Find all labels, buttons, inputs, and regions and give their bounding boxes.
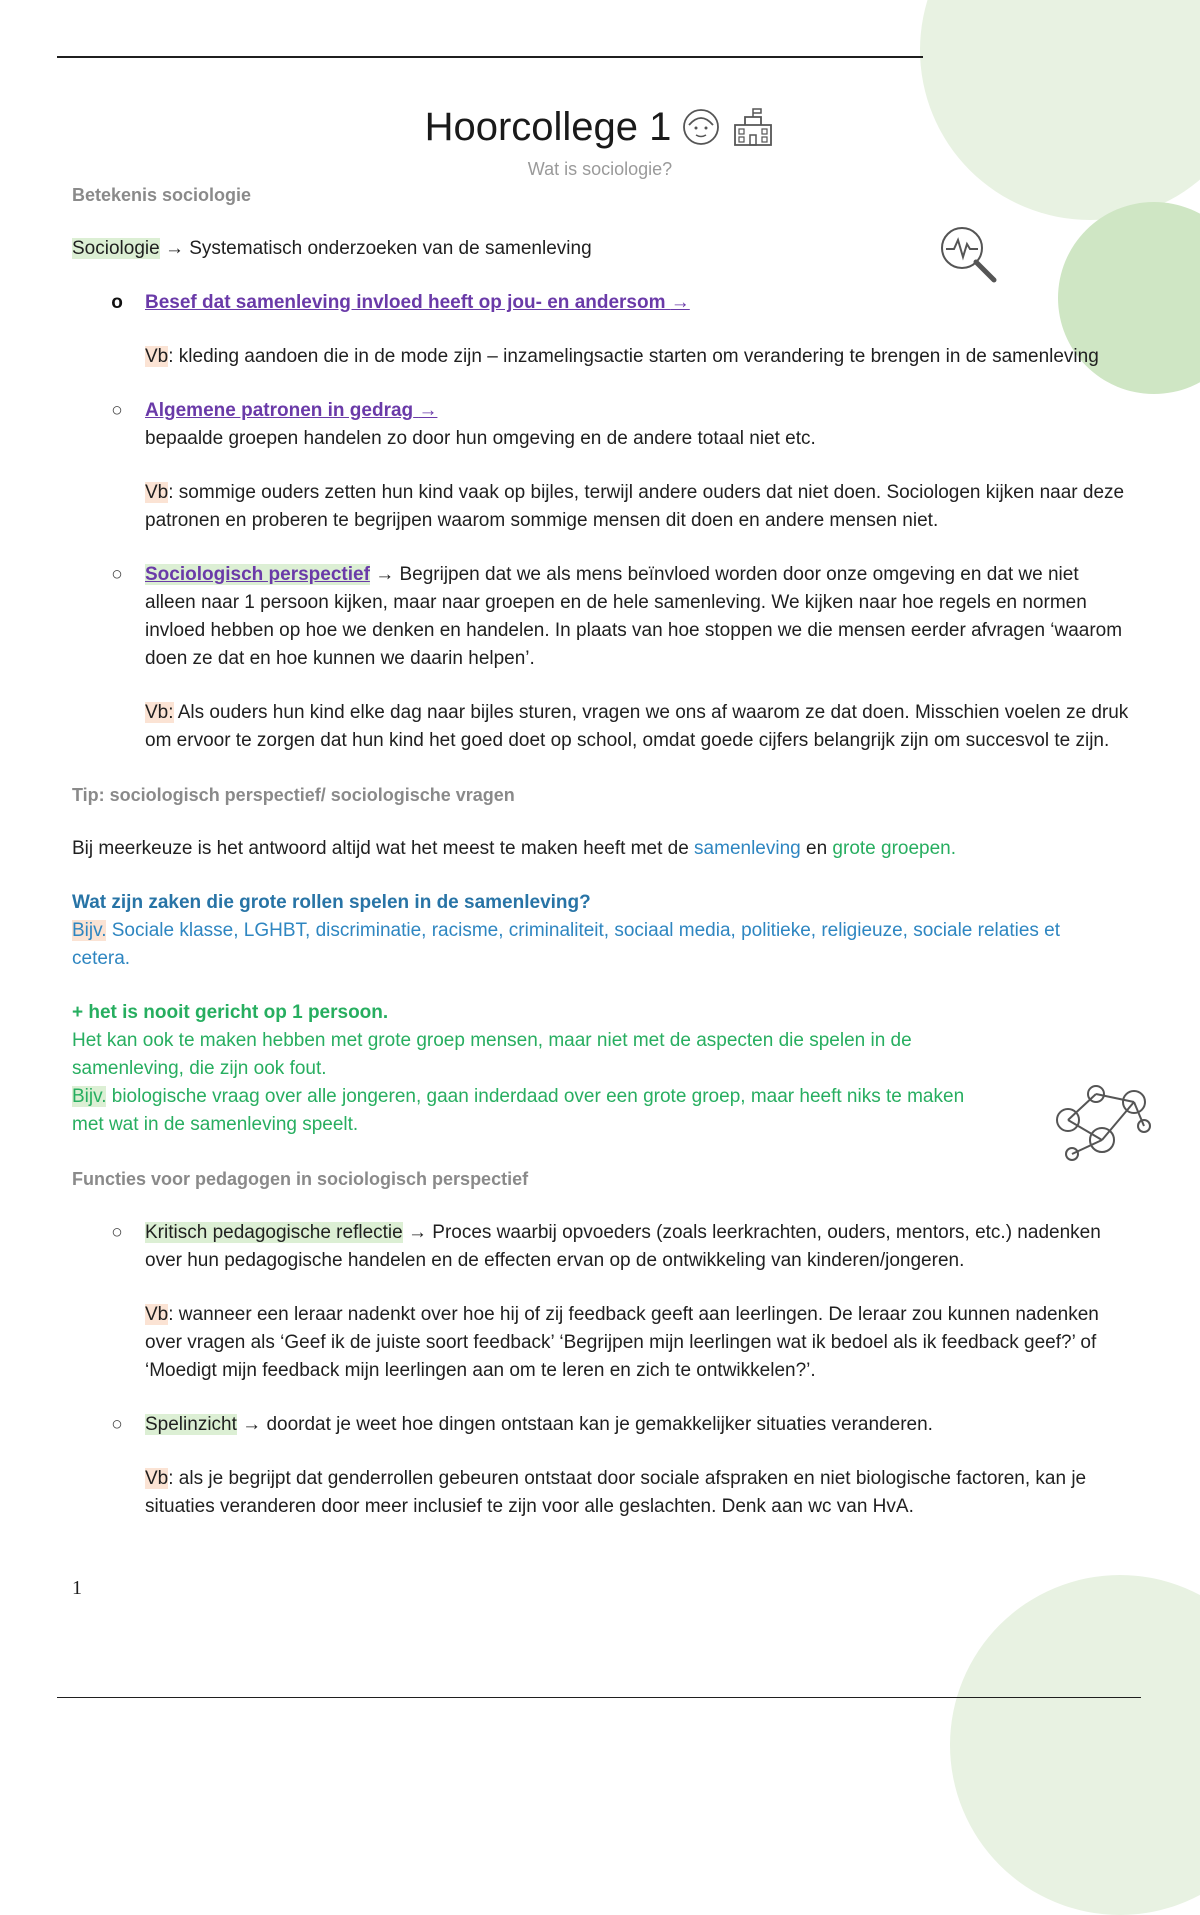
page-number: 1 xyxy=(72,1577,82,1599)
example-label: Bijv. xyxy=(72,1086,107,1107)
arrow-icon: → xyxy=(375,564,395,585)
page-subtitle: Wat is sociologie? xyxy=(527,159,673,179)
tip-highlight-society: samenleving xyxy=(694,838,801,859)
page-title: Hoorcollege 1 xyxy=(425,102,776,152)
section-heading: Functies voor pedagogen in sociologisch perspectief xyxy=(72,1169,529,1189)
arrow-icon: → xyxy=(164,238,184,259)
bullet-text: bepaalde groepen handelen zo door hun omgeving en de andere totaal niet etc. xyxy=(145,428,816,449)
arrow-icon: → xyxy=(670,292,690,313)
bullet-icon: ○ xyxy=(111,1222,123,1243)
arrow-icon: → xyxy=(242,1414,262,1435)
list-item xyxy=(72,561,1132,673)
example: Vb: als je begrijpt dat genderrollen gebeuren ontstaat door sociale afspraken en niet biologische factoren, kan je situaties veranderen door meer inclusief te zijn voor alle geslachten. Denk aan wc van HvA. xyxy=(145,1468,1087,1517)
bullet-term: Spelinzicht xyxy=(145,1414,237,1435)
document-body xyxy=(72,181,1132,1521)
list-item xyxy=(72,397,1132,453)
example-label: Vb: xyxy=(145,702,174,723)
example-label: Vb xyxy=(145,346,169,367)
list-item xyxy=(72,1219,1132,1275)
example-label: Vb xyxy=(145,1468,169,1489)
tip-question: Wat zijn zaken die grote rollen spelen in de samenleving? xyxy=(72,892,591,913)
bullet-icon: ○ xyxy=(111,564,123,585)
tip-highlight-groups: grote groepen. xyxy=(832,838,957,859)
bullet-text: doordat je weet hoe dingen ontstaan kan je gemakkelijker situaties veranderen. xyxy=(266,1414,933,1435)
arrow-icon: → xyxy=(418,400,438,421)
bullet-icon: ○ xyxy=(111,400,123,421)
section-heading: Betekenis sociologie xyxy=(72,185,252,205)
bullet-title: Sociologisch perspectief xyxy=(145,564,370,585)
bullet-title: Besef dat samenleving invloed heeft op jou- en andersom → xyxy=(145,292,690,313)
bullet-text: Proces waarbij opvoeders (zoals leerkrachten, ouders, mentors, etc.) nadenken over hun pedagogische handelen en de effecten ervan op de ontwikkeling van kinderen/jongeren. xyxy=(145,1222,1101,1271)
definition-text: Systematisch onderzoeken van de samenleving xyxy=(189,238,592,259)
tip-examples: Bijv. Sociale klasse, LGHBT, discriminatie, racisme, criminaliteit, sociaal media, politieke, religieuze, sociale relaties et cetera. xyxy=(72,920,1061,969)
bullet-text: Begrijpen dat we als mens beïnvloed worden door onze omgeving en dat we niet alleen naar 1 persoon kijken, maar naar groepen en de hele samenleving. We kijken naar hoe regels en normen invloed hebben op hoe we denken en handelen. In plaats van hoe stoppen we die mensen eerder afvragen ‘waarom doen ze dat en hoe kunnen we daarin helpen’. xyxy=(145,564,1123,669)
bullet-icon: ○ xyxy=(111,1414,123,1435)
example-label: Bijv. xyxy=(72,920,107,941)
woman-face-icon xyxy=(681,107,721,147)
note-example: Bijv. biologische vraag over alle jongeren, gaan inderdaad over een grote groep, maar heeft niks te maken met wat in de samenleving speelt. xyxy=(72,1086,965,1135)
note-heading: + het is nooit gericht op 1 persoon. xyxy=(72,1002,389,1023)
definition xyxy=(72,235,1132,263)
arrow-icon: → xyxy=(407,1222,427,1243)
list-item xyxy=(72,1411,1132,1439)
example: Vb: sommige ouders zetten hun kind vaak op bijles, terwijl andere ouders dat niet doen. Sociologen kijken naar deze patronen en proberen te begrijpen waarom sommige mensen dit doen en andere mensen niet. xyxy=(145,482,1125,531)
bottom-rule xyxy=(57,1697,1141,1698)
example: Vb: Als ouders hun kind elke dag naar bijles sturen, vragen we ons af waarom ze dat doen. Misschien voelen ze druk om ervoor te zorgen dat hun kind het goed doet op school, omdat goede cijfers belangrijk zijn om succesvol te zijn. xyxy=(145,702,1129,751)
top-rule xyxy=(57,56,923,58)
example-label: Vb xyxy=(145,1304,169,1325)
example: Vb: wanneer een leraar nadenkt over hoe hij of zij feedback geeft aan leerlingen. De leraar zou kunnen nadenken over vragen als ‘Geef ik de juiste soort feedback’ ‘Begrijpen mijn leerlingen wat ik bedoel als ik feedback geef?’ of ‘Moedigt mijn feedback mijn leerlingen aan om te leren en zich te ontwikkelen?’. xyxy=(145,1304,1099,1381)
bullet-icon: o xyxy=(111,292,123,313)
school-building-icon xyxy=(731,107,775,147)
tip-text: Bij meerkeuze is het antwoord altijd wat het meest te maken heeft met de samenleving en grote groepen. xyxy=(72,838,957,859)
bullet-title: Algemene patronen in gedrag → xyxy=(145,400,438,421)
note-text: Het kan ook te maken hebben met grote groep mensen, maar niet met de aspecten die spelen in de samenleving, die zijn ook fout. xyxy=(72,1030,912,1079)
tip-heading: Tip: sociologisch perspectief/ sociologische vragen xyxy=(72,785,515,805)
list-item xyxy=(72,289,1132,317)
title-block xyxy=(0,102,1200,152)
example-label: Vb xyxy=(145,482,169,503)
definition-term: Sociologie xyxy=(72,238,160,259)
example: Vb: kleding aandoen die in de mode zijn – inzamelingsactie starten om verandering te brengen in de samenleving xyxy=(145,346,1099,367)
decor-circle-bottom xyxy=(950,1575,1200,1915)
bullet-term: Kritisch pedagogische reflectie xyxy=(145,1222,403,1243)
